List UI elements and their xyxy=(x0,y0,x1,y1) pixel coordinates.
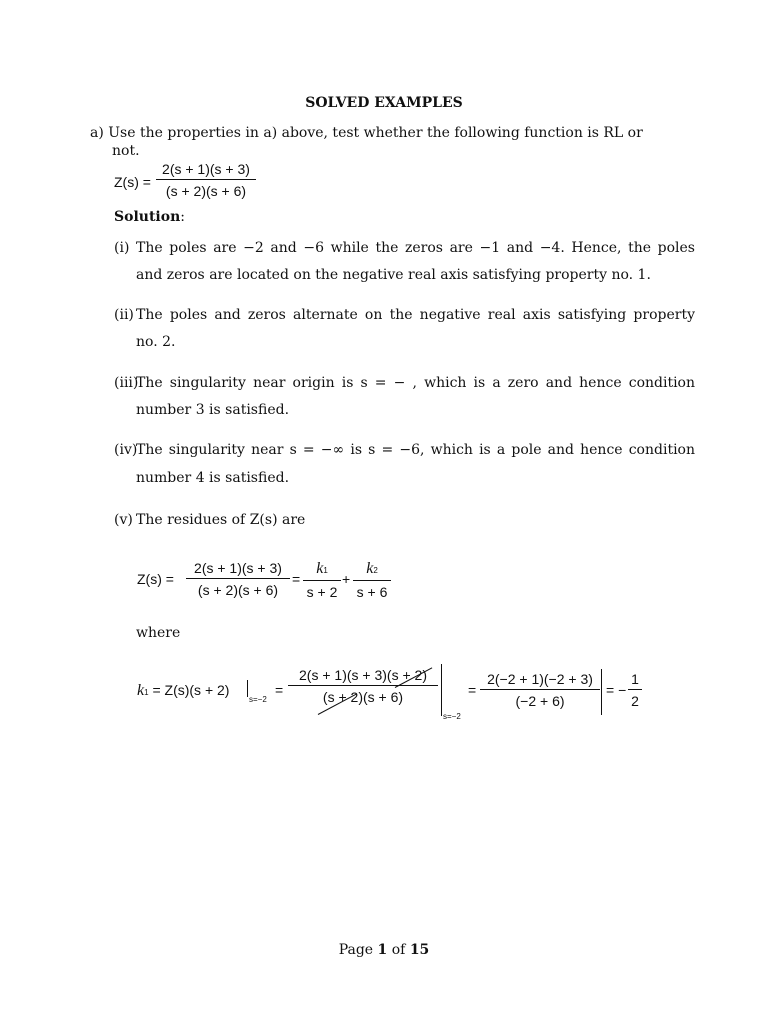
solution-colon: : xyxy=(180,209,185,225)
eq2-fraction xyxy=(288,668,438,704)
eq1-k2-fraction xyxy=(353,561,391,599)
eq2-k-symbol: k xyxy=(137,682,145,699)
eq1-denominator: (s + 2)(s + 6) xyxy=(197,582,279,598)
eq1-k1-symbol: k xyxy=(316,560,324,577)
solution-label-text: Solution xyxy=(114,209,181,225)
page-footer xyxy=(0,943,768,957)
item-marker-i: (i) xyxy=(114,240,130,256)
item-iii-line-1: The singularity near origin is s = − , which is a zero and hence condition xyxy=(136,375,695,391)
item-v-line-1: The residues of Z(s) are xyxy=(136,512,306,528)
problem-line-1: a) Use the properties in a) above, test whether the following function is RL or xyxy=(90,125,643,141)
eq2-fraction-2 xyxy=(480,672,600,708)
eq2-numerator-2: 2(−2 + 1)(−2 + 3) xyxy=(487,671,593,687)
item-marker-iii: (iii) xyxy=(114,375,139,391)
eq1-k2-subscript: 2 xyxy=(373,566,378,575)
item-ii-line-2: no. 2. xyxy=(136,334,176,350)
item-marker-iv: (iv) xyxy=(114,442,138,458)
eq2-result-fraction xyxy=(628,672,642,708)
eq1-k2-symbol: k xyxy=(366,560,374,577)
footer-total-pages: 15 xyxy=(409,942,430,958)
item-i-line-1: The poles are −2 and −6 while the zeros are −1 and −4. Hence, the poles xyxy=(136,240,695,256)
eq2-numerator: 2(s + 1)(s + 3)(s + 2) xyxy=(299,667,427,683)
eq2-eval-bar-2 xyxy=(441,664,442,716)
eq2-result-denominator: 2 xyxy=(631,693,639,709)
eq2-lhs xyxy=(137,683,229,699)
item-iii-line-2: number 3 is satisfied. xyxy=(136,402,290,418)
eq1-plus: + xyxy=(342,571,351,587)
eq2-eval-bar-3 xyxy=(601,669,602,715)
eq1-k1-fraction xyxy=(303,561,341,599)
problem-line-2: not. xyxy=(112,143,140,159)
footer-prefix: Page xyxy=(338,942,378,958)
eq2-equals-3: = − xyxy=(606,682,627,698)
page-title: SOLVED EXAMPLES xyxy=(305,95,463,111)
eq2-equals-2: = xyxy=(468,682,477,698)
eq1-fraction xyxy=(186,561,290,597)
footer-page-number: 1 xyxy=(377,942,388,958)
where-label: where xyxy=(136,625,181,641)
footer-of: of xyxy=(387,942,410,958)
eq1-k1 xyxy=(316,561,328,577)
eq1-equals: = xyxy=(292,571,301,587)
eq1-k1-subscript: 1 xyxy=(323,566,328,575)
item-marker-ii: (ii) xyxy=(114,307,134,323)
problem-lhs: Z(s) = xyxy=(114,174,151,190)
eq2-denominator: (s + 2)(s + 6) xyxy=(322,689,404,705)
eq1-k1-denominator: s + 2 xyxy=(306,584,338,600)
eq2-equals-1: = xyxy=(275,682,284,698)
problem-numerator: 2(s + 1)(s + 3) xyxy=(162,161,250,177)
eq2-result-numerator: 1 xyxy=(631,671,639,687)
eq2-eval-sub-1: s=−2 xyxy=(249,695,267,704)
eq2-k-subscript: 1 xyxy=(144,688,149,697)
item-i-line-2: and zeros are located on the negative real axis satisfying property no. 1. xyxy=(136,267,651,283)
eq2-lhs-rest: = Z(s)(s + 2) xyxy=(152,682,230,698)
eq1-k2-denominator: s + 6 xyxy=(356,584,388,600)
item-iv-line-2: number 4 is satisfied. xyxy=(136,470,290,486)
problem-denominator: (s + 2)(s + 6) xyxy=(165,183,247,199)
eq2-eval-sub-2: s=−2 xyxy=(443,712,461,721)
eq2-eval-bar-1 xyxy=(247,680,248,697)
item-iv-line-1: The singularity near s = −∞ is s = −6, which is a pole and hence condition xyxy=(136,442,695,458)
problem-fraction xyxy=(156,162,256,198)
eq1-numerator: 2(s + 1)(s + 3) xyxy=(194,560,282,576)
eq1-k2 xyxy=(366,561,378,577)
item-marker-v: (v) xyxy=(114,512,133,528)
solution-label xyxy=(114,210,185,224)
eq2-denominator-2: (−2 + 6) xyxy=(515,693,565,709)
item-ii-line-1: The poles and zeros alternate on the negative real axis satisfying property xyxy=(136,307,695,323)
eq1-lhs: Z(s) = xyxy=(137,571,174,587)
